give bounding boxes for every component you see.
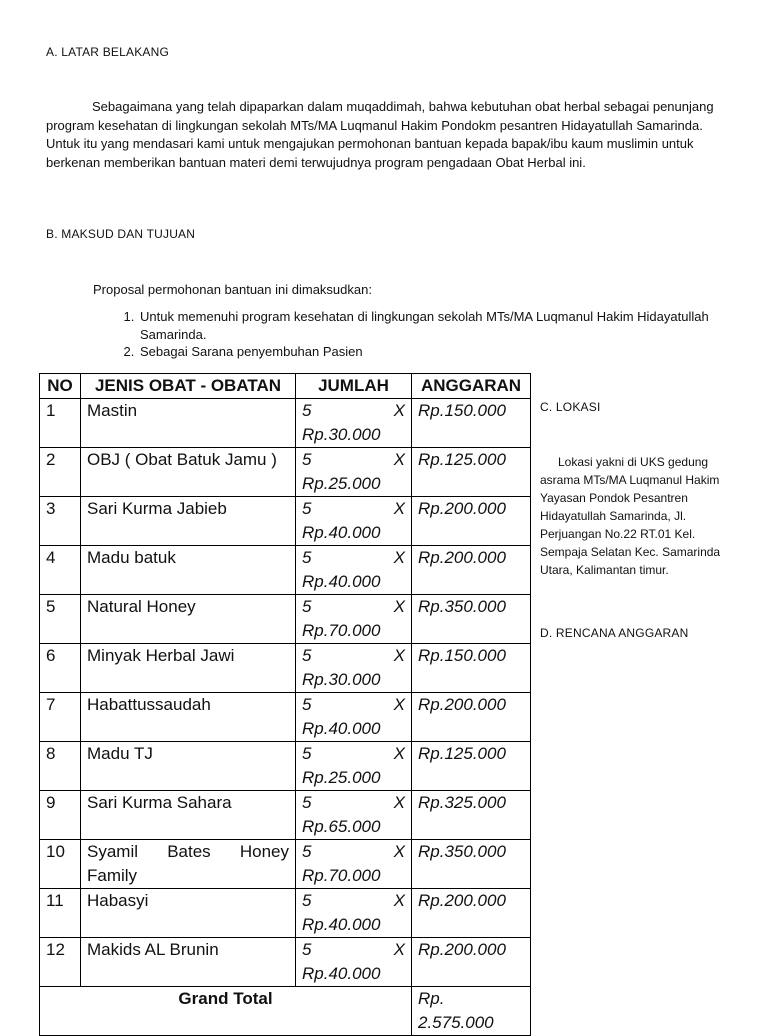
- header-budget: ANGGARAN: [412, 374, 531, 399]
- row-budget: Rp.200.000: [412, 693, 531, 742]
- row-no: 11: [40, 889, 81, 938]
- row-medicine: Habattussaudah: [81, 693, 296, 742]
- row-medicine: Madu TJ: [81, 742, 296, 791]
- qty-times: X: [393, 842, 405, 861]
- qty-times: X: [393, 597, 405, 616]
- row-medicine: Sari Kurma Sahara: [81, 791, 296, 840]
- qty-unit-price: Rp.30.000: [302, 670, 381, 689]
- table-row: [40, 497, 531, 546]
- table-row: [40, 791, 531, 840]
- row-quantity: [296, 546, 412, 595]
- row-no: 10: [40, 840, 81, 889]
- row-no: 5: [40, 595, 81, 644]
- header-quantity: JUMLAH: [296, 374, 412, 399]
- row-quantity: [296, 399, 412, 448]
- background-text: Sebagaimana yang telah dipaparkan dalam muqaddimah, bahwa kebutuhan obat herbal sebagai penunjang program kesehatan di lingkungan sekolah MTs/MA Luqmanul Hakim Pondokm pesantren Hidayatullah Samarinda. Untuk itu yang mendasari kami untuk mengajukan permohonan bantuan kepada bapak/ibu kaum muslimin untuk berkenan memberikan bantuan materi demi terwujudnya program pengadaan Obat Herbal ini.: [46, 99, 714, 170]
- row-no: 6: [40, 644, 81, 693]
- qty-count: 5: [302, 940, 312, 959]
- row-quantity: [296, 938, 412, 987]
- qty-unit-price: Rp.70.000: [302, 866, 381, 885]
- table-row: [40, 840, 531, 889]
- row-medicine: Madu batuk: [81, 546, 296, 595]
- qty-unit-price: Rp.40.000: [302, 964, 381, 983]
- qty-unit-price: Rp.30.000: [302, 425, 381, 444]
- medicine-budget-table: [39, 373, 531, 1036]
- row-medicine: Makids AL Brunin: [81, 938, 296, 987]
- qty-times: X: [393, 891, 405, 910]
- row-budget: Rp.350.000: [412, 595, 531, 644]
- qty-times: X: [393, 744, 405, 763]
- row-medicine: Minyak Herbal Jawi: [81, 644, 296, 693]
- table-row: [40, 546, 531, 595]
- row-medicine: Syamil Bates Honey Family: [81, 840, 296, 889]
- row-quantity: [296, 497, 412, 546]
- row-no: 4: [40, 546, 81, 595]
- row-budget: Rp.150.000: [412, 644, 531, 693]
- qty-count: 5: [302, 793, 312, 812]
- row-no: 3: [40, 497, 81, 546]
- qty-times: X: [393, 793, 405, 812]
- table-row: [40, 399, 531, 448]
- qty-unit-price: Rp.70.000: [302, 621, 381, 640]
- qty-count: 5: [302, 646, 312, 665]
- row-no: 8: [40, 742, 81, 791]
- header-medicine: JENIS OBAT - OBATAN: [81, 374, 296, 399]
- purpose-intro: Proposal permohonan bantuan ini dimaksudkan:: [93, 282, 372, 297]
- qty-count: 5: [302, 548, 312, 567]
- row-budget: Rp.150.000: [412, 399, 531, 448]
- purpose-item: 2. Sebagai Sarana penyembuhan Pasien: [138, 343, 738, 361]
- section-a-title: A. LATAR BELAKANG: [46, 45, 169, 59]
- qty-unit-price: Rp.25.000: [302, 474, 381, 493]
- row-no: 2: [40, 448, 81, 497]
- row-medicine: Mastin: [81, 399, 296, 448]
- qty-count: 5: [302, 744, 312, 763]
- table-row: [40, 595, 531, 644]
- qty-times: X: [393, 450, 405, 469]
- section-c-title: C. LOKASI: [540, 400, 601, 414]
- qty-unit-price: Rp.40.000: [302, 572, 381, 591]
- qty-unit-price: Rp.40.000: [302, 915, 381, 934]
- row-quantity: [296, 595, 412, 644]
- location-text: Lokasi yakni di UKS gedung asrama MTs/MA Luqmanul Hakim Yayasan Pondok Pesantren Hidayatullah Samarinda, Jl. Perjuangan No.22 RT.01 Kel. Sempaja Selatan Kec. Samarinda Utara, Kalimantan timur.: [540, 455, 721, 577]
- row-budget: Rp.200.000: [412, 497, 531, 546]
- row-medicine: Natural Honey: [81, 595, 296, 644]
- row-budget: Rp.350.000: [412, 840, 531, 889]
- table-row: [40, 938, 531, 987]
- qty-times: X: [393, 695, 405, 714]
- row-quantity: [296, 742, 412, 791]
- qty-count: 5: [302, 401, 312, 420]
- qty-count: 5: [302, 891, 312, 910]
- grand-total-row: [40, 987, 531, 1036]
- table-header-row: [40, 374, 531, 399]
- purpose-list: [93, 308, 738, 361]
- row-budget: Rp.325.000: [412, 791, 531, 840]
- qty-count: 5: [302, 597, 312, 616]
- row-no: 7: [40, 693, 81, 742]
- qty-times: X: [393, 401, 405, 420]
- row-no: 12: [40, 938, 81, 987]
- qty-times: X: [393, 940, 405, 959]
- row-quantity: [296, 840, 412, 889]
- qty-count: 5: [302, 842, 312, 861]
- grand-total-label: Grand Total: [40, 987, 412, 1036]
- qty-times: X: [393, 548, 405, 567]
- qty-unit-price: Rp.65.000: [302, 817, 381, 836]
- row-no: 1: [40, 399, 81, 448]
- qty-count: 5: [302, 450, 312, 469]
- qty-unit-price: Rp.25.000: [302, 768, 381, 787]
- table-row: [40, 889, 531, 938]
- row-medicine: Habasyi: [81, 889, 296, 938]
- row-budget: Rp.125.000: [412, 742, 531, 791]
- row-budget: Rp.200.000: [412, 889, 531, 938]
- row-budget: Rp.200.000: [412, 938, 531, 987]
- row-quantity: [296, 448, 412, 497]
- section-d-title: D. RENCANA ANGGARAN: [540, 626, 689, 640]
- qty-unit-price: Rp.40.000: [302, 719, 381, 738]
- qty-count: 5: [302, 499, 312, 518]
- table-row: [40, 742, 531, 791]
- header-no: NO: [40, 374, 81, 399]
- purpose-item: 1. Untuk memenuhi program kesehatan di lingkungan sekolah MTs/MA Luqmanul Hakim Hidayatullah Samarinda.: [138, 308, 738, 343]
- row-quantity: [296, 644, 412, 693]
- qty-unit-price: Rp.40.000: [302, 523, 381, 542]
- row-quantity: [296, 791, 412, 840]
- qty-times: X: [393, 646, 405, 665]
- row-budget: Rp.125.000: [412, 448, 531, 497]
- row-medicine: Sari Kurma Jabieb: [81, 497, 296, 546]
- table-row: [40, 693, 531, 742]
- row-no: 9: [40, 791, 81, 840]
- row-medicine: OBJ ( Obat Batuk Jamu ): [81, 448, 296, 497]
- table-row: [40, 644, 531, 693]
- row-quantity: [296, 693, 412, 742]
- qty-times: X: [393, 499, 405, 518]
- section-b-title: B. MAKSUD DAN TUJUAN: [46, 227, 196, 241]
- row-budget: Rp.200.000: [412, 546, 531, 595]
- qty-count: 5: [302, 695, 312, 714]
- table-row: [40, 448, 531, 497]
- background-paragraph: [46, 98, 722, 172]
- grand-total-value: Rp. 2.575.000: [412, 987, 531, 1036]
- row-quantity: [296, 889, 412, 938]
